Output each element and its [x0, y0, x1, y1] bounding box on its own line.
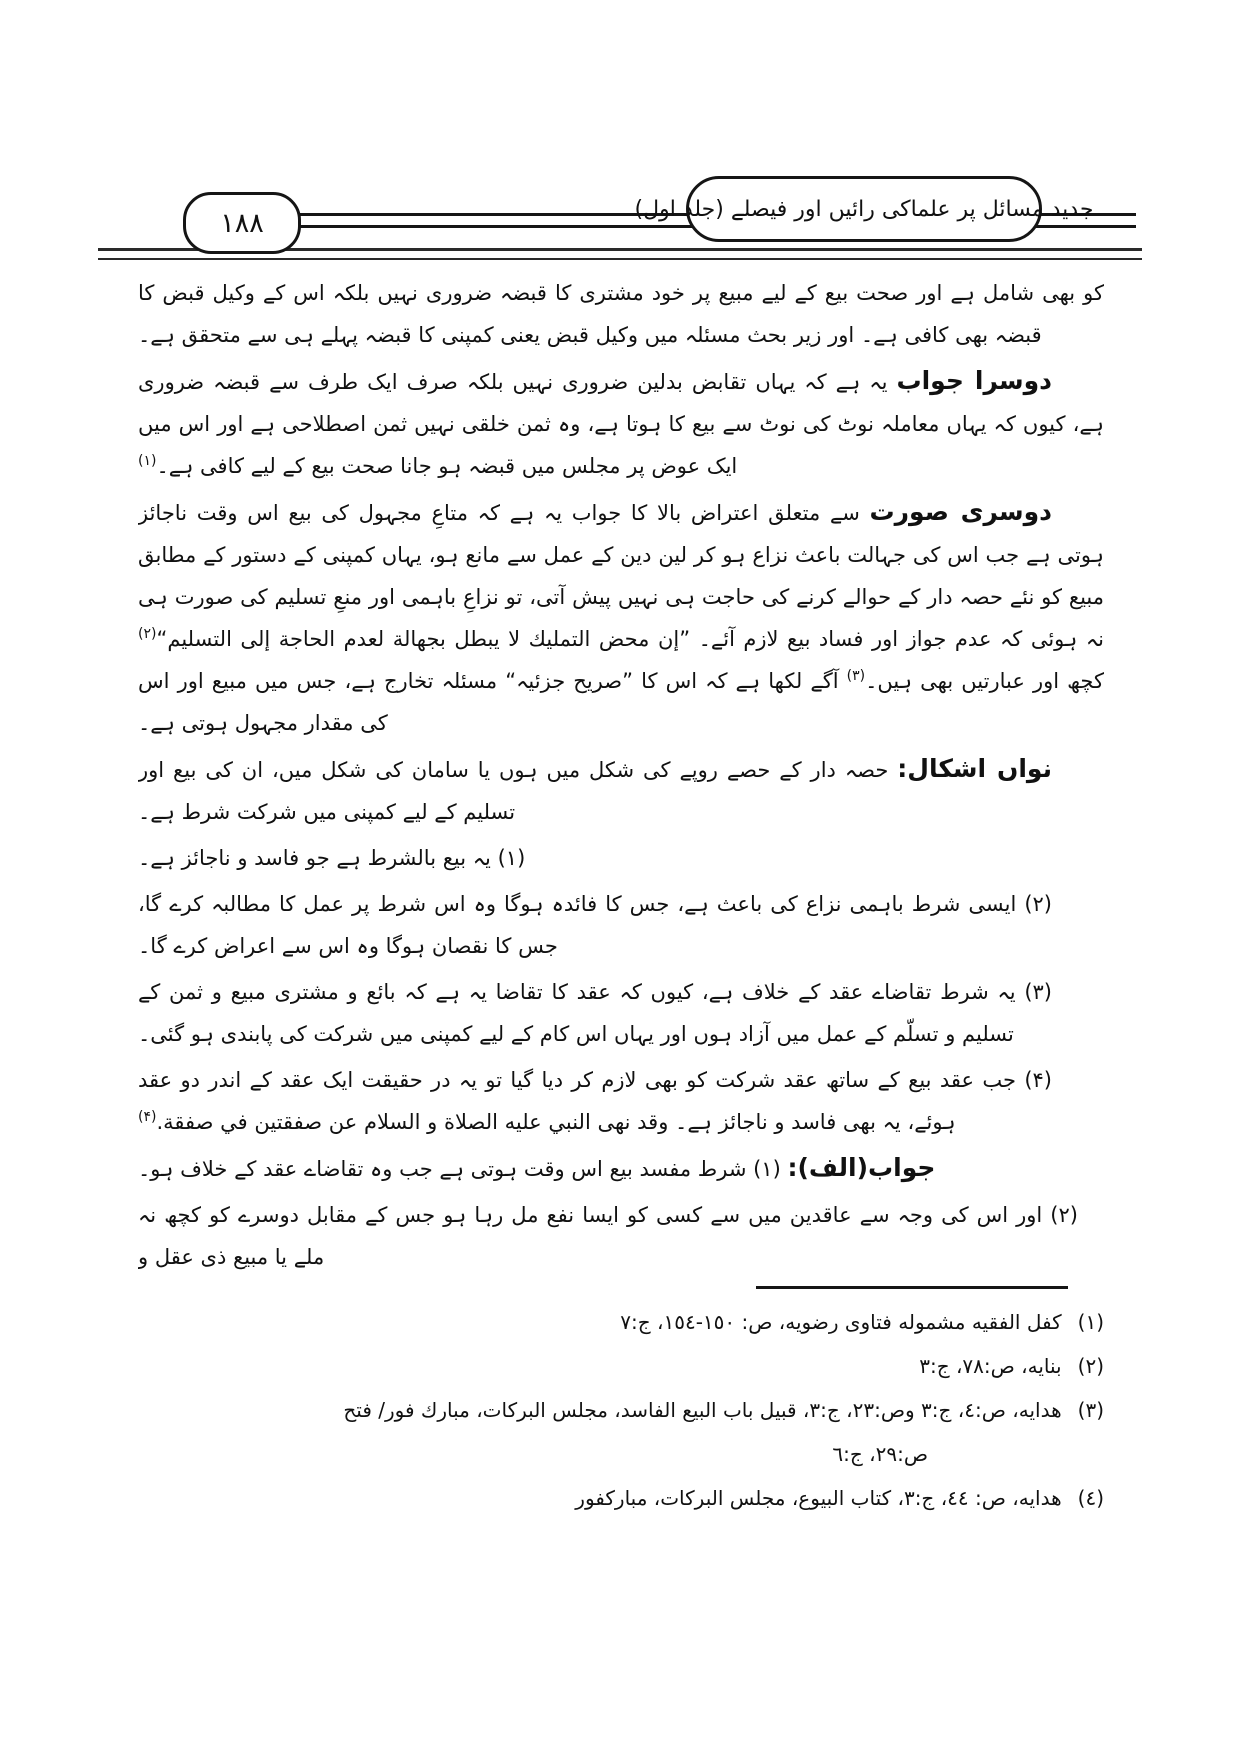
paragraph-second-answer	[138, 360, 1104, 487]
page-number: ۱۸۸	[220, 207, 264, 239]
arabic-hadith: وقد نهى النبي عليه الصلاة و السلام عن صفقتين في صفقة.	[156, 1110, 669, 1134]
paragraph-text: حصہ دار کے حصے روپے کی شکل میں ہوں یا سامان کی شکل میں، ان کی بیع اور تسلیم کے لیے کمپنی میں شرکت شرط ہے۔	[138, 758, 898, 824]
section-heading: دوسرا جواب	[896, 366, 1052, 395]
footnote-ref: (۴)	[138, 1109, 157, 1125]
list-item-text: یہ شرط تقاضاے عقد کے خلاف ہے، کیوں کہ عقد کا تقاضا یہ ہے کہ بائع و مشتری مبیع و ثمن کے تسلیم و تسلّم کے عمل میں آزاد ہوں اور یہاں اس کام کے لیے کمپنی میں شرکت کی پابندی ہو گئی۔	[138, 980, 1025, 1046]
arabic-quote: ”إن محض التمليك لا يبطل بجهالة لعدم الحاجة إلى التسليم“	[156, 627, 691, 651]
section-heading: جواب(الف):	[787, 1153, 936, 1182]
footnote-ref: (۳)	[846, 668, 866, 684]
list-item-text: ایسی شرط باہمی نزاع کی باعث ہے، جس کا فائدہ ہوگا وہ اس شرط پر عمل کا مطالبہ کرے گا، جس کا نقصان ہوگا وہ اس سے اعراض کرے گا۔	[138, 892, 1025, 958]
paragraph-answer-alif	[138, 1147, 1104, 1190]
footnote-number: (٣)	[1077, 1398, 1104, 1422]
list-item	[138, 1059, 1104, 1143]
footnote-number: (٤)	[1077, 1486, 1104, 1510]
header-title-cartouche	[634, 176, 1094, 242]
paragraph-text: (۲) اور اس کی وجہ سے عاقدین میں سے کسی کو ایسا نفع مل رہا ہو جس کے مقابل دوسرے کو کچھ نہ ملے یا مبیع ذی عقل و	[138, 1203, 1078, 1269]
paragraph-text: کو بھی شامل ہے اور صحت بیع کے لیے مبیع پر خود مشتری کا قبضہ ضروری نہیں بلکہ اس کے وکیل قبض کا قبضہ بھی کافی ہے۔ اور زیر بحث مسئلہ میں وکیل قبض یعنی کمپنی کا قبضہ پہلے ہی سے متحقق ہے۔	[138, 281, 1104, 347]
list-item-text: جب عقد بیع کے ساتھ عقد شرکت کو بھی لازم کر دیا گیا تو یہ در حقیقت ایک عقد کے اندر دو عقد ہوئے، یہ بھی فاسد و ناجائز ہے۔	[138, 1068, 1025, 1134]
footnotes-block	[138, 1300, 1104, 1520]
footnote-text: ص:٢٩، ج:٦	[832, 1442, 928, 1466]
list-item	[138, 837, 1104, 879]
page-number-pill	[183, 192, 301, 254]
footnote-number: (١)	[1077, 1310, 1104, 1334]
paragraph-answer-alif-2	[138, 1194, 1104, 1272]
footnote-number: (٢)	[1077, 1354, 1104, 1378]
list-item	[138, 971, 1104, 1055]
footnote-item	[138, 1344, 1104, 1388]
footnote-item	[138, 1388, 1104, 1432]
footnote-item	[138, 1300, 1104, 1344]
paragraph-text: کچھ اور عبارتیں بھی ہیں۔	[865, 669, 1104, 693]
footnote-ref: (۱)	[138, 453, 157, 469]
list-item-text: یہ بیع بالشرط ہے جو فاسد و ناجائز ہے۔	[138, 846, 498, 870]
footnote-separator-rule	[756, 1286, 1068, 1289]
list-item-number: (۳)	[1024, 980, 1052, 1004]
paragraph-ninth-objection	[138, 748, 1104, 833]
list-item-number: (۱)	[497, 846, 526, 870]
body-text-block	[138, 272, 1104, 1272]
footnote-text: هدايه، ص: ٤٤، ج:٣، كتاب البيوع، مجلس البركات، مباركفور	[575, 1486, 1062, 1510]
paragraph-second-case	[138, 491, 1104, 744]
list-item	[138, 883, 1104, 967]
list-item-number: (۲)	[1024, 892, 1052, 916]
footnote-ref: (۲)	[138, 626, 157, 642]
footnote-text: هدايه، ص:٤، ج:٣ وص:٢٣، ج:٣، قبيل باب البيع الفاسد، مجلس البركات، مبارك فور/ فتح	[343, 1398, 1062, 1422]
paragraph-continuation	[138, 272, 1104, 356]
book-title: جدید مسائل پر علماکی رائیں اور فیصلے (جلد اول)	[634, 196, 1094, 222]
section-heading: دوسری صورت	[869, 497, 1052, 526]
section-heading: نواں اشکال:	[897, 754, 1052, 783]
footnote-item	[138, 1476, 1104, 1520]
footnote-text: بنايه، ص:٧٨، ج:٣	[919, 1354, 1062, 1378]
paragraph-text: سے متعلق اعتراض بالا کا جواب یہ ہے کہ متاعِ مجہول کی بیع اس وقت ناجائز ہوتی ہے جب اس کی جہالت باعث نزاع ہو کر لین دین کے عمل سے مانع ہو، یہاں کمپنی کے دستور کے مطابق مبیع کو نئے حصہ دار کے حوالے کرنے کی حاجت ہی نہیں پیش آتی، تو نزاعِ باہمی اور منعِ تسلیم کی صورت ہی نہ ہوئی کہ عدم جواز اور فساد بیع لازم آئے۔	[138, 501, 1104, 651]
paragraph-text: (۱) شرط مفسد بیع اس وقت ہوتی ہے جب وہ تقاضاے عقد کے خلاف ہو۔	[138, 1157, 788, 1181]
paragraph-text: آگے لکھا ہے کہ اس کا ”صریح جزئیہ“ مسئلہ تخارج ہے، جس میں مبیع اور اس کی مقدار مجہول ہوتی ہے۔	[138, 669, 847, 735]
footnote-continuation	[138, 1432, 1104, 1476]
paragraph-text: یہ ہے کہ یہاں تقابض بدلین ضروری نہیں بلکہ صرف ایک طرف سے قبضہ ضروری ہے، کیوں کہ یہاں معاملہ نوٹ کی نوٹ سے بیع کا ہوتا ہے، وہ ثمن خلقی نہیں ثمن اصطلاحی ہے اور اس میں ایک عوض پر مجلس میں قبضہ ہو جانا صحت بیع کے لیے کافی ہے۔	[138, 370, 1104, 478]
list-item-number: (۴)	[1024, 1068, 1052, 1092]
footnote-text: كفل الفقيه مشموله فتاوى رضويه، ص: ١٥٠-١٥٤، ج:٧	[620, 1310, 1062, 1334]
